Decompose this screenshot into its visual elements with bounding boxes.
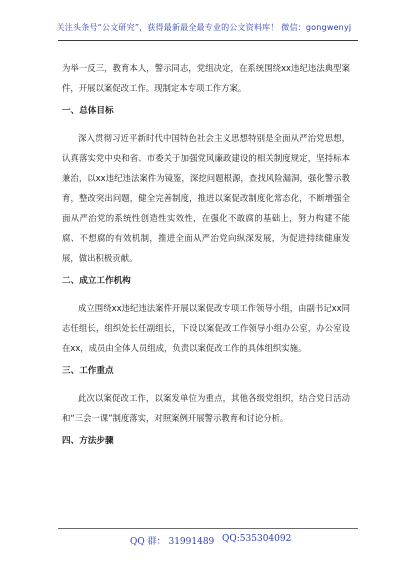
section-heading-focus: 三、工作重点 [62,366,114,376]
footer-qq-group: QQ 群： 31991489 [130,537,215,547]
header-divider [58,40,358,41]
section-heading-organization: 二、成立工作机构 [62,276,131,286]
section-heading-steps: 四、方法步骤 [62,436,114,446]
section-heading-goals: 一、总体目标 [62,106,114,116]
document-body [62,58,350,458]
section-body-focus: 此次以案促改工作，以案发单位为重点，其他各级党组织，结合党日活动和“三会一课”制度落实，对照案例开展警示教育和讨论分析。 [62,393,350,423]
footer-qq: QQ:535304092 [222,534,292,544]
intro-paragraph: 为举一反三，教育本人，警示同志，党组决定，在系统围绕xx违纪违法典型案件，开展以案促改工作。现制定本专项工作方案。 [62,63,350,93]
footer-divider [58,528,358,529]
section-body-organization: 成立围绕xx违纪违法案件开展以案促改专项工作领导小组，由副书记xx同志任组长，组织处长任副组长，下设以案促改工作领导小组办公室，办公室设在xx，成员由全体人员组成，负责以案促改工作的具体组织实施。 [62,303,350,353]
page-header: 关注头条号“公文研究”，获得最新最全最专业的公文资料库！ 微信：gongwenyj [56,23,352,32]
section-body-goals: 深入贯彻习近平新时代中国特色社会主义思想特别是全面从严治党思想，认真落实党中央和省、市委关于加强党风廉政建设的相关制度规定，坚持标本兼治，以xx违纪违法案件为镜鉴，深挖问题根源，查找风险漏洞，强化警示教育，整改突出问题，健全完善制度，推进以案促改制度化常态化，不断增强全面从严治党的系统性创造性实效性，在强化不敢腐的基础上，努力构建不能腐、不想腐的有效机制，推进全面从严治党向纵深发展，为促进持续健康发展，做出积极贡献。 [62,133,350,263]
